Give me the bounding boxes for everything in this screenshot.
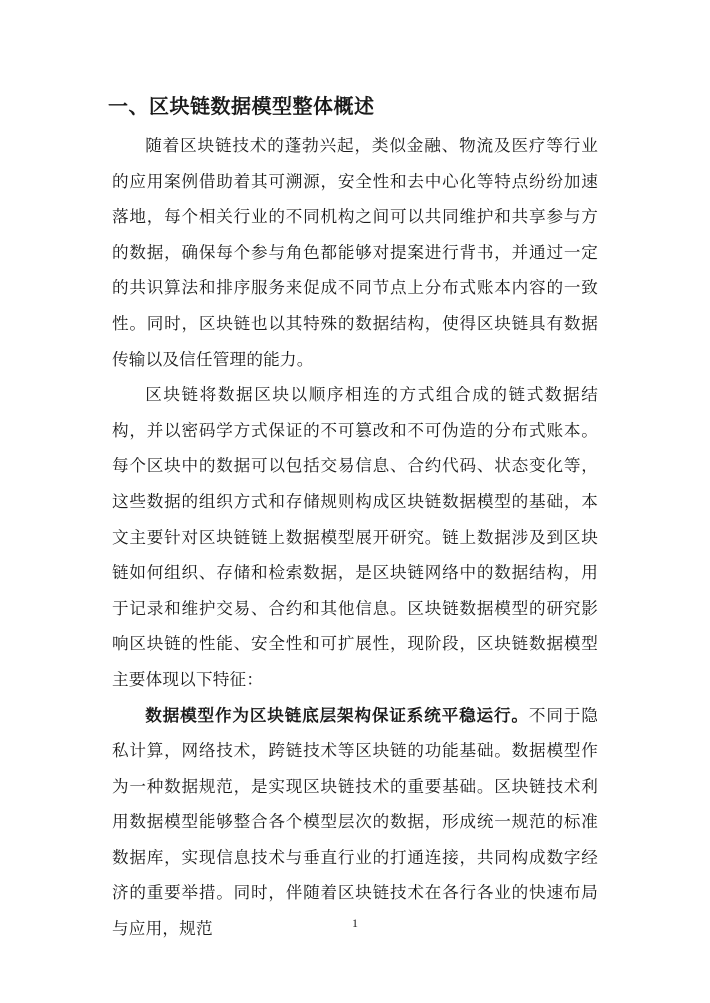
page-number: 1 <box>352 916 358 930</box>
document-page <box>108 92 598 947</box>
paragraph-3-lead: 数据模型作为区块链底层架构保证系统平稳运行。 <box>145 705 529 725</box>
paragraph-1: 随着区块链技术的蓬勃兴起，类似金融、物流及医疗等行业的应用案例借助着其可溯源，安全性和去中心化等特点纷纷加速落地，每个相关行业的不同机构之间可以共同维护和共享参与方的数据，确保每个参与角色都能够对提案进行背书，并通过一定的共识算法和排序服务来促成不同节点上分布式账本内容的一致性。同时，区块链也以其特殊的数据结构，使得区块链具有数据传输以及信任管理的能力。 <box>112 136 598 369</box>
section-title: 一、区块链数据模型整体概述 <box>108 94 375 118</box>
paragraph-3 <box>112 698 598 947</box>
paragraph-2: 区块链将数据区块以顺序相连的方式组合成的链式数据结构，并以密码学方式保证的不可篡改和不可伪造的分布式账本。每个区块中的数据可以包括交易信息、合约代码、状态变化等，这些数据的组织方式和存储规则构成区块链数据模型的基础，本文主要针对区块链链上数据模型展开研究。链上数据涉及到区块链如何组织、存储和检索数据，是区块链网络中的数据结构，用于记录和维护交易、合约和其他信息。区块链数据模型的研究影响区块链的性能、安全性和可扩展性，现阶段，区块链数据模型主要体现以下特征： <box>112 385 598 689</box>
paragraph-3-body: 不同于隐私计算，网络技术，跨链技术等区块链的功能基础。数据模型作为一种数据规范，是实现区块链技术的重要基础。区块链技术利用数据模型能够整合各个模型层次的数据，形成统一规范的标准数据库，实现信息技术与垂直行业的打通连接，共同构成数字经济的重要举措。同时，伴随着区块链技术在各行各业的快速布局与应用，规范 <box>112 705 598 939</box>
